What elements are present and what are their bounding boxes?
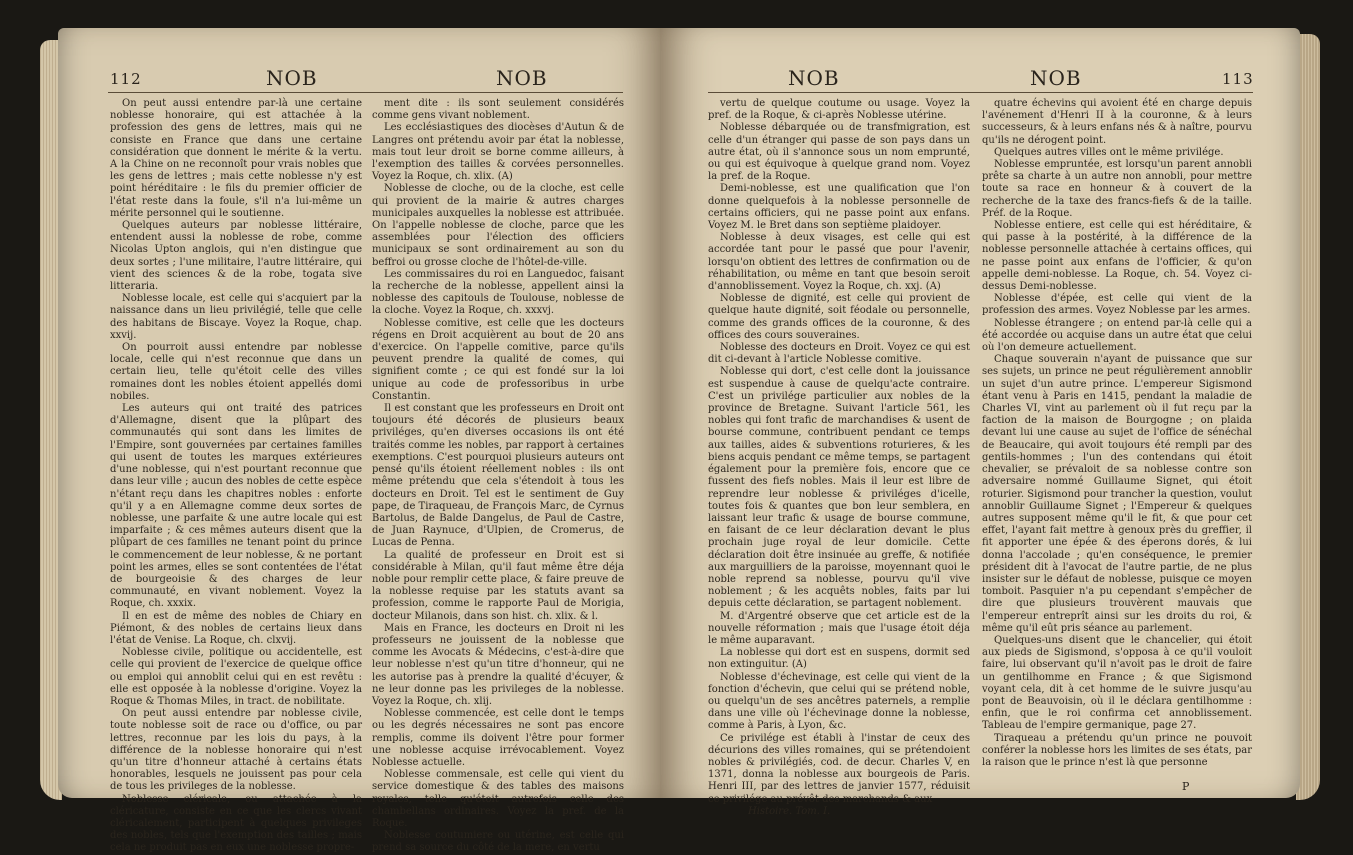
- paragraph: Mais en France, les docteurs en Droit ni les professeurs ne jouissent de la noblesse que comme les Avocats & Médecins, c'est-à-dire que leur noblesse n'est qu'un titre d'honneur, qui ne les autorise pas à prendre la qualité d'écuyer, & ne leur donne pas les privileges de la noblesse. Voyez la Roque, ch. xlij.: [372, 622, 624, 707]
- paragraph: Noblesse locale, est celle qui s'acquiert par la naissance dans un lieu privilégié, telle que celle des habitans de Biscaye. Voyez la Roque, chap. xxvij.: [110, 293, 362, 341]
- left-page: [58, 28, 660, 854]
- running-head-right: NOB: [1030, 66, 1082, 90]
- paragraph: Il est constant que les professeurs en Droit ont toujours été décorés de plusieurs beaux priviléges, qu'en diverses occasions ils ont été traités comme les nobles, par rapport à certaines exemptions. C'est pourquoi plusieurs auteurs ont pensé qu'ils étoient réellement nobles : ils ont même prétendu que cela s'étendoit à tous les docteurs en Droit. Tel est le sentiment de Guy pape, de Tiraqueau, de François Marc, de Cyrnus Bartolus, de Balde Dangelus, de Paul de Castre, de Juan Raynuce, d'Ulpien, de Cromerus, de Lucas de Penna.: [372, 403, 624, 549]
- paragraph: quatre échevins qui avoient été en charge depuis l'avénement d'Henri II à la couronne, & à leurs successeurs, & à leurs enfans nés & à naître, pourvu qu'ils ne dérogent point.: [982, 98, 1252, 146]
- header-rule: [708, 92, 1253, 93]
- paragraph: La qualité de professeur en Droit est si considérable à Milan, qu'il faut même être déja noble pour remplir cette place, & faire preuve de la noblesse requise par les statuts avant sa profession, comme le rapporte Paul de Morigia, docteur Milanois, dans son hist. ch. xlix. & l.: [372, 549, 624, 622]
- paragraph: Noblesse d'échevinage, est celle qui vient de la fonction d'échevin, que celui qui se prétend noble, ou quelqu'un de ses ancêtres paternels, a remplie dans une ville où l'échevinage donne la noblesse, comme à Paris, à Lyon, &c.: [708, 671, 970, 732]
- paragraph: Noblesse de cloche, ou de la cloche, est celle qui provient de la mairie & autres charges municipales auxquelles la noblesse est attribuée. On l'appelle noblesse de cloche, parce que les assemblées pour l'élection des officiers municipaux se sont ordinairement au son du beffroi ou grosse cloche de l'hôtel-de-ville.: [372, 183, 624, 268]
- left-page-header: [58, 66, 660, 92]
- paragraph: Quelques-uns disent que le chancelier, qui étoit aux pieds de Sigismond, s'opposa à ce qu'il vouloit faire, lui observant qu'il n'avoit pas le droit de faire un gentilhomme en France ; & que Sigismond voyant cela, dit à cet homme de le suivre jusqu'au pont de Beauvoisin, où il le déclara gentilhomme : enfin, que le roi confirma cet annoblissement. Tableau de l'empire germanique, page 27.: [982, 634, 1252, 732]
- paragraph: M. d'Argentré observe que cet article est de la nouvelle réformation ; mais que l'usage étoit déja le même auparavant.: [708, 610, 970, 646]
- paragraph: Noblesse qui dort, c'est celle dont la jouissance est suspendue à cause de quelqu'acte contraire. C'est un privilége particulier aux nobles de la province de Bretagne. Suivant l'article 561, les nobles qui font trafic de marchandises & usent de bourse commune, contribuent pendant ce temps aux tailles, aides & subventions roturieres, & les biens acquis pendant ce même temps, se partagent également pour la première fois, encore que ce fussent des fiefs nobles. Mais il leur est libre de reprendre leur noblesse & priviléges d'icelle, toutes fois & quantes que bon leur semblera, en laissant leur trafic & usage de bourse commune, en faisant de ce leur déclaration devant le plus prochain juge royal de leur domicile. Cette déclaration doit être insinuée au greffe, & notifiée aux marguilliers de la paroisse, moyennant quoi le noble reprend sa noblesse, pourvu qu'il vive noblement ; & les acquêts nobles, faits par lui depuis cette déclaration, se partagent noblement.: [708, 366, 970, 610]
- right-page-column-1: [708, 98, 970, 817]
- paragraph: Noblesse civile, politique ou accidentelle, est celle qui provient de l'exercice de quelque office ou emploi qui annoblit celui qui en est revêtu : elle est opposée à la noblesse d'origine. Voyez la Roque & Thomas Miles, in tract. de nobilitate.: [110, 647, 362, 707]
- page-number: 113: [1222, 70, 1254, 88]
- paragraph: Quelques autres villes ont le même privilége.: [994, 146, 1224, 158]
- paragraph: Noblesse commensale, est celle qui vient du service domestique & des tables des maisons royales, telle qu'étoit autrefois celle des chambellans ordinaires. Voyez la pref. de la Roque.: [372, 769, 624, 829]
- running-head-right: NOB: [496, 66, 548, 90]
- paragraph: Noblesse étrangere ; on entend par-là celle qui a été accordée ou acquise dans un autre état que celui où l'on demeure actuellement.: [982, 317, 1252, 354]
- paragraph: La noblesse qui dort est en suspens, dormit sed non extinguitur. (A): [708, 647, 970, 671]
- paragraph: Chaque souverain n'ayant de puissance que sur ses sujets, un prince ne peut régulièrement annoblir un sujet d'un autre prince. L'empereur Sigismond étant venu à Paris en 1415, pendant la maladie de Charles VI, vint au parlement où il fut reçu par la faction de la maison de Bourgogne ; on plaida devant lui une cause au sujet de l'office de sénéchal de Beaucaire, qui avoit toujours été rempli par des gentils-hommes ; l'un des contendans qui étoit chevalier, se prévaloit de sa noblesse contre son adversaire nommé Guillaume Signet, qui étoit roturier. Sigismond pour trancher la question, voulut annoblir Guillaume Signet ; l'Empereur & quelques autres supposent même qu'il le fit, & que pour cet effet, l'ayant fait mettre à genoux près du greffier, il fit apporter une épée & des éperons dorés, & lui donna l'accolade ; qu'en conséquence, le premier président dit à l'avocat de l'autre partie, de ne plus insister sur le défaut de noblesse, puisque ce moyen tomboit. Pasquier n'a pu cependant s'empêcher de dire que plusieurs trouvèrent mauvais que l'empereur entreprît ainsi sur les droits du roi, & même qu'il eût pris séance au parlement.: [982, 354, 1252, 634]
- paragraph: Tiraqueau a prétendu qu'un prince ne pouvoit conférer la noblesse hors les limites de ses états, par la raison que le prince n'est là que personne: [982, 732, 1252, 768]
- paragraph: Noblesse d'épée, est celle qui vient de la profession des armes. Voyez Noblesse par les armes.: [982, 293, 1252, 317]
- page-number: 112: [110, 70, 142, 88]
- right-page-header: [660, 66, 1300, 92]
- paragraph: Noblesse entiere, est celle qui est héréditaire, & qui passe à la postérité, à la différence de la noblesse personnelle attachée à certains offices, qui ne passe point aux enfans de l'officier, & qu'on appelle demi-noblesse. La Roque, ch. 54. Voyez ci-dessus Demi-noblesse.: [982, 220, 1252, 293]
- paragraph: Les ecclésiastiques des diocèses d'Autun & de Langres ont prétendu avoir par état la noblesse, mais tout leur droit se borne comme ailleurs, à l'exemption des tailles & corvées personnelles. Voyez la Roque, ch. xlix. (A): [372, 122, 624, 183]
- paragraph: Les commissaires du roi en Languedoc, faisant la recherche de la noblesse, appellent ainsi la noblesse des capitouls de Toulouse, noblesse de la cloche. Voyez la Roque, ch. xxxvj.: [372, 268, 624, 317]
- paragraph: ment dite : ils sont seulement considérés comme gens vivant noblement.: [372, 98, 624, 122]
- left-page-column-1: [110, 98, 362, 854]
- running-head-left: NOB: [788, 66, 840, 90]
- paragraph: Il en est de même des nobles de Chiary en Piémont, & des nobles de certains lieux dans l'état de Venise. La Roque, ch. clxvij.: [110, 610, 362, 646]
- paragraph: On peut aussi entendre par noblesse civile, toute noblesse soit de race ou d'office, ou par lettres, reconnue par les lois du pays, à la différence de la noblesse honoraire qui n'est qu'un titre d'honneur attaché à certains états honorables, lesquels ne jouissent pas pour cela de tous les privileges de la noblesse.: [110, 708, 362, 793]
- paragraph: Noblesse à deux visages, est celle qui est accordée tant pour le passé que pour l'avenir, lorsqu'on obtient des lettres de confirmation ou de réhabilitation, ou même en tant que besoin seroit d'annoblissement. Voyez la Roque, ch. xxj. (A): [708, 232, 970, 293]
- paragraph: Histoire. Tom. I.: [748, 805, 831, 817]
- paragraph: Noblesse des docteurs en Droit. Voyez ce qui est dit ci-devant à l'article Noblesse comitive.: [708, 342, 970, 366]
- paragraph: Noblesse débarquée ou de transfmigration, est celle d'un étranger qui passe de son pays dans un autre état, où il s'annonce sous un nom emprunté, ou qui est équivoque à quelque grand nom. Voyez la pref. de la Roque.: [708, 122, 970, 183]
- header-rule: [108, 92, 623, 93]
- paragraph: Noblesse empruntée, est lorsqu'un parent annobli prête sa charte à un autre non annobli, pour mettre toute sa race en honneur & à couvert de la recherche de la taxe des francs-fiefs & de la taille. Préf. de la Roque.: [982, 159, 1252, 219]
- paragraph: Quelques auteurs par noblesse littéraire, entendent aussi la noblesse de robe, comme Nicolas Upton anglois, qui n'en distingue que deux sortes ; l'une militaire, l'autre littéraire, qui vient des sciences & de la robe, togata sive litteraria.: [110, 220, 362, 293]
- running-head-left: NOB: [266, 66, 318, 90]
- left-page-column-2: [372, 98, 624, 854]
- paragraph: Noblesse coutumiere ou utérine, est celle qui prend sa source du côté de la mere, en vertu: [372, 830, 624, 854]
- paragraph: On peut aussi entendre par-là une certaine noblesse honoraire, qui est attachée à la profession des gens de lettres, mais qui ne consiste en France que dans une certaine considération que donnent le mérite & la vertu. A la Chine on ne reconnoît pour vrais nobles que les gens de lettres ; mais cette noblesse n'y est point héréditaire : le fils du premier officier de l'état reste dans la foule, s'il n'a lui-même un mérite personnel qui le soutienne.: [110, 98, 362, 219]
- paragraph: Noblesse de dignité, est celle qui provient de quelque haute dignité, soit féodale ou personnelle, comme des grands offices de la couronne, & des offices des cours souveraines.: [708, 293, 970, 341]
- paragraph: Noblesse comitive, est celle que les docteurs régens en Droit acquièrent au bout de 20 ans d'exercice. On l'appelle comitive, parce qu'ils peuvent prendre la qualité de comes, qui signifient comte ; ce qui est fondé sur la loi unique au code de professoribus in urbe Constantin.: [372, 317, 624, 402]
- paragraph: On pourroit aussi entendre par noblesse locale, celle qui n'est reconnue que dans un certain lieu, telle qu'étoit celle des villes romaines dont les nobles étoient appellés domi nobiles.: [110, 342, 362, 402]
- paragraph: Les auteurs qui ont traité des patrices d'Allemagne, disent que la plûpart des communautés qui sont dans les limites de l'Empire, sont gouvernées par certaines familles qui usent de toutes les marques extérieures d'une noblesse, qui n'est pourtant reconnue que dans leur ville ; aucun des nobles de cette espèce n'étant reçu dans les chapitres nobles : enforte qu'il y a en Allemagne comme deux sortes de noblesse, une parfaite & une autre locale qui est imparfaite ; & ces mêmes auteurs disent que la plûpart de ces familles ne tenant point du prince le commencement de leur noblesse, & ne portant point les armes, elles se sont contentées de l'état de bourgeoisie & des charges de leur communauté, en vivant noblement. Voyez la Roque, ch. xxxix.: [110, 403, 362, 610]
- paragraph: Demi-noblesse, est une qualification que l'on donne quelquefois à la noblesse personnelle de certains officiers, qui ne passe point aux enfans. Voyez M. le Bret dans son septième plaidoyer.: [708, 183, 970, 232]
- paragraph: vertu de quelque coutume ou usage. Voyez la pref. de la Roque, & ci-après Noblesse utérine.: [708, 98, 970, 122]
- right-page: [660, 28, 1300, 817]
- right-page-column-2: [982, 98, 1252, 778]
- paragraph: Noblesse cléricale, ou attachée à la cléricature, consiste en ce que les clercs vivant cléricalement, participent à quelques privileges des nobles, tels que l'exemption des tailles ; mais cela ne produit pas en eux une noblesse propre-: [110, 793, 362, 854]
- paragraph: Noblesse commencée, est celle dont le temps ou les degrés nécessaires ne sont pas encore remplis, comme ils doivent l'être pour former une noblesse acquise irrévocablement. Voyez Noblesse actuelle.: [372, 708, 624, 768]
- signature-mark: P: [1182, 780, 1190, 793]
- paragraph: Ce privilége est établi à l'instar de ceux des décurions des villes romaines, qui se prétendoient nobles & privilégiés, cod. de decur. Charles V, en 1371, donna la noblesse aux bourgeois de Paris. Henri III, par des lettres de janvier 1577, réduisit ce privilége au prévôt des marchands & aux: [708, 732, 970, 805]
